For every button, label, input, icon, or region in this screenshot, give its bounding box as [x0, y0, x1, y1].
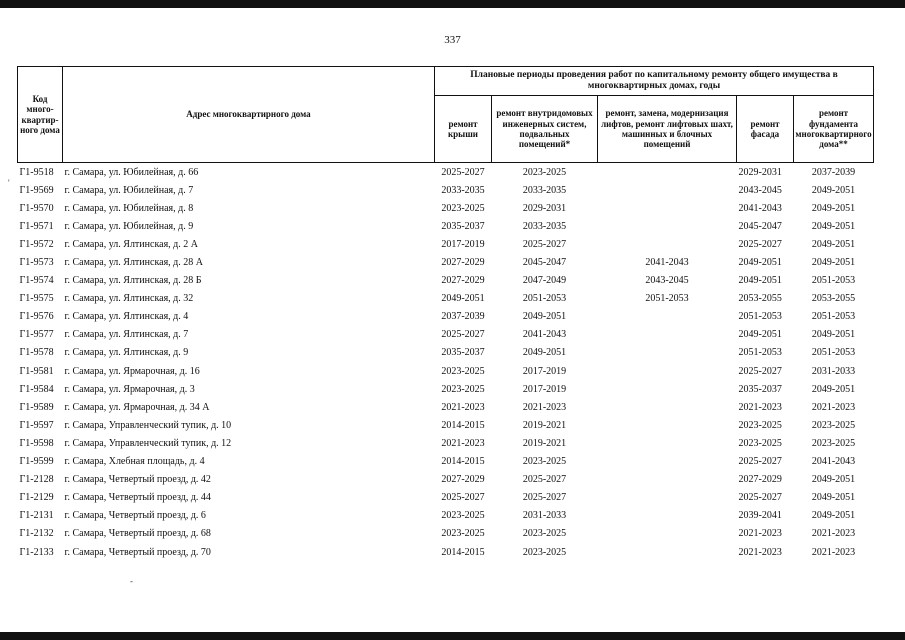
cell-systems: 2021-2023	[522, 401, 567, 413]
table-row	[18, 163, 874, 182]
table-row	[18, 416, 874, 434]
cell-foundation: 2023-2025	[811, 437, 856, 449]
cell-foundation: 2023-2025	[811, 419, 856, 431]
table-row	[18, 344, 874, 362]
cell-systems: 2031-2033	[522, 510, 567, 522]
cell-facade: 2025-2027	[738, 492, 782, 504]
column-header-facade: ремонт фасада	[737, 96, 794, 163]
column-header-roof: ремонт крыши	[435, 96, 492, 163]
cell-code: Г1-9518	[19, 166, 54, 178]
column-header-lifts: ремонт, замена, модернизация лифтов, ремонт лифтовых шахт, машинных и блочных помещений	[598, 96, 737, 163]
cell-lifts	[598, 217, 737, 235]
cell-facade: 2035-2037	[738, 383, 782, 395]
cell-address: г. Самара, Четвертый проезд, д. 42	[64, 474, 211, 486]
capital-repair-schedule-table	[17, 66, 874, 561]
cell-lifts	[598, 543, 737, 561]
cell-systems: 2051-2053	[522, 293, 567, 305]
cell-facade: 2021-2023	[738, 546, 782, 558]
cell-lifts	[598, 362, 737, 380]
cell-roof: 2023-2025	[441, 528, 485, 540]
column-header-systems: ремонт внутридомовых инженерных систем, подвальных помещений*	[492, 96, 598, 163]
cell-roof: 2035-2037	[441, 347, 485, 359]
cell-foundation: 2049-2051	[811, 474, 856, 486]
cell-facade: 2021-2023	[738, 528, 782, 540]
table-row	[18, 543, 874, 561]
table-row	[18, 489, 874, 507]
cell-roof: 2027-2029	[441, 275, 485, 287]
cell-address: г. Самара, ул. Ялтинская, д. 4	[64, 311, 189, 323]
cell-address: г. Самара, Управленческий тупик, д. 12	[64, 437, 232, 449]
table-row	[18, 525, 874, 543]
cell-systems: 2017-2019	[522, 383, 567, 395]
cell-code: Г1-2133	[19, 546, 54, 558]
cell-code: Г1-9570	[19, 202, 54, 214]
cell-code: Г1-9575	[19, 293, 54, 305]
cell-lifts	[598, 525, 737, 543]
cell-foundation: 2031-2033	[811, 365, 856, 377]
cell-address: г. Самара, Четвертый проезд, д. 6	[64, 510, 206, 522]
cell-code: Г1-9571	[19, 220, 54, 232]
table-row	[18, 253, 874, 271]
cell-systems: 2049-2051	[522, 347, 567, 359]
cell-systems: 2033-2035	[522, 184, 567, 196]
cell-lifts: 2041-2043	[645, 257, 689, 269]
cell-facade: 2029-2031	[738, 166, 782, 178]
cell-address: г. Самара, ул. Ялтинская, д. 2 А	[64, 238, 198, 250]
cell-lifts	[598, 489, 737, 507]
cell-foundation: 2049-2051	[811, 329, 856, 341]
cell-roof: 2014-2015	[441, 419, 485, 431]
table-row	[18, 434, 874, 452]
cell-code: Г1-9589	[19, 401, 54, 413]
cell-address: г. Самара, ул. Ялтинская, д. 28 А	[64, 257, 203, 269]
cell-systems: 2033-2035	[522, 220, 567, 232]
cell-address: г. Самара, ул. Юбилейная, д. 66	[64, 166, 199, 178]
cell-facade: 2025-2027	[738, 238, 782, 250]
cell-lifts: 2043-2045	[645, 275, 689, 287]
cell-code: Г1-2129	[19, 492, 54, 504]
cell-facade: 2025-2027	[738, 456, 782, 468]
cell-address: г. Самара, ул. Ялтинская, д. 28 Б	[64, 275, 202, 287]
column-header-address: Адрес многоквартирного дома	[63, 67, 435, 163]
cell-facade: 2023-2025	[738, 437, 782, 449]
table-row	[18, 362, 874, 380]
cell-code: Г1-9578	[19, 347, 54, 359]
cell-systems: 2049-2051	[522, 311, 567, 323]
cell-address: г. Самара, ул. Ялтинская, д. 9	[64, 347, 189, 359]
bottom-border	[0, 632, 905, 640]
cell-facade: 2051-2053	[738, 311, 782, 323]
cell-address: г. Самара, ул. Юбилейная, д. 9	[64, 220, 194, 232]
cell-address: г. Самара, ул. Ялтинская, д. 32	[64, 293, 194, 305]
cell-address: г. Самара, Четвертый проезд, д. 44	[64, 492, 211, 504]
cell-systems: 2041-2043	[522, 329, 567, 341]
cell-code: Г1-2128	[19, 474, 54, 486]
cell-address: г. Самара, ул. Ярмарочная, д. 16	[64, 365, 200, 377]
cell-facade: 2027-2029	[738, 474, 782, 486]
scan-artifact: -	[130, 576, 133, 586]
cell-facade: 2049-2051	[738, 275, 782, 287]
table-row	[18, 235, 874, 253]
cell-facade: 2049-2051	[738, 329, 782, 341]
cell-systems: 2023-2025	[522, 528, 567, 540]
cell-facade: 2051-2053	[738, 347, 782, 359]
cell-code: Г1-2132	[19, 528, 54, 540]
table-row	[18, 326, 874, 344]
cell-lifts	[598, 471, 737, 489]
cell-lifts	[598, 344, 737, 362]
cell-roof: 2025-2027	[441, 166, 485, 178]
cell-code: Г1-9577	[19, 329, 54, 341]
cell-address: г. Самара, Хлебная площадь, д. 4	[64, 456, 205, 468]
cell-systems: 2023-2025	[522, 166, 567, 178]
cell-facade: 2041-2043	[738, 202, 782, 214]
cell-address: г. Самара, Управленческий тупик, д. 10	[64, 419, 232, 431]
cell-roof: 2023-2025	[441, 510, 485, 522]
cell-foundation: 2053-2055	[811, 293, 856, 305]
cell-address: г. Самара, ул. Ярмарочная, д. 34 А	[64, 401, 210, 413]
table-row	[18, 199, 874, 217]
page-number: 337	[444, 34, 461, 46]
cell-systems: 2019-2021	[522, 419, 567, 431]
cell-roof: 2021-2023	[441, 437, 485, 449]
cell-systems: 2045-2047	[522, 257, 567, 269]
cell-lifts	[598, 380, 737, 398]
cell-roof: 2023-2025	[441, 365, 485, 377]
cell-lifts	[598, 507, 737, 525]
cell-systems: 2025-2027	[522, 492, 567, 504]
cell-lifts: 2051-2053	[645, 293, 689, 305]
cell-facade: 2053-2055	[738, 293, 782, 305]
table-row	[18, 453, 874, 471]
cell-lifts	[598, 326, 737, 344]
cell-foundation: 2021-2023	[811, 528, 856, 540]
cell-foundation: 2049-2051	[811, 202, 856, 214]
cell-roof: 2021-2023	[441, 401, 485, 413]
table-row	[18, 290, 874, 308]
cell-code: Г1-9581	[19, 365, 54, 377]
table-row	[18, 398, 874, 416]
cell-address: г. Самара, ул. Ярмарочная, д. 3	[64, 383, 195, 395]
cell-foundation: 2051-2053	[811, 347, 856, 359]
scan-artifact: '	[8, 178, 10, 188]
cell-lifts	[598, 453, 737, 471]
column-header-code: Код много-квартир-ного дома	[18, 67, 63, 163]
cell-foundation: 2021-2023	[811, 401, 856, 413]
cell-foundation: 2049-2051	[811, 492, 856, 504]
table-row	[18, 380, 874, 398]
cell-code: Г1-9598	[19, 437, 54, 449]
cell-facade: 2049-2051	[738, 257, 782, 269]
cell-facade: 2045-2047	[738, 220, 782, 232]
cell-address: г. Самара, ул. Юбилейная, д. 7	[64, 184, 194, 196]
cell-systems: 2047-2049	[522, 275, 567, 287]
cell-lifts	[598, 163, 737, 182]
table-row	[18, 471, 874, 489]
cell-roof: 2049-2051	[441, 293, 485, 305]
cell-code: Г1-9573	[19, 257, 54, 269]
cell-foundation: 2041-2043	[811, 456, 856, 468]
cell-lifts	[598, 398, 737, 416]
cell-roof: 2037-2039	[441, 311, 485, 323]
cell-roof: 2033-2035	[441, 184, 485, 196]
cell-code: Г1-9572	[19, 238, 54, 250]
cell-foundation: 2051-2053	[811, 275, 856, 287]
column-group-header: Плановые периоды проведения работ по капитальному ремонту общего имущества в многоквартирных домах, годы	[435, 67, 874, 96]
cell-foundation: 2049-2051	[811, 383, 856, 395]
cell-systems: 2025-2027	[522, 474, 567, 486]
cell-systems: 2025-2027	[522, 238, 567, 250]
cell-systems: 2029-2031	[522, 202, 567, 214]
cell-code: Г1-9574	[19, 275, 54, 287]
cell-roof: 2023-2025	[441, 383, 485, 395]
table-row	[18, 181, 874, 199]
cell-lifts	[598, 416, 737, 434]
table-row	[18, 308, 874, 326]
cell-lifts	[598, 434, 737, 452]
cell-foundation: 2051-2053	[811, 311, 856, 323]
cell-systems: 2023-2025	[522, 456, 567, 468]
cell-foundation: 2049-2051	[811, 510, 856, 522]
cell-code: Г1-2131	[19, 510, 54, 522]
cell-foundation: 2021-2023	[811, 546, 856, 558]
cell-code: Г1-9584	[19, 383, 54, 395]
cell-roof: 2027-2029	[441, 257, 485, 269]
cell-facade: 2025-2027	[738, 365, 782, 377]
cell-foundation: 2049-2051	[811, 257, 856, 269]
cell-roof: 2027-2029	[441, 474, 485, 486]
cell-systems: 2023-2025	[522, 546, 567, 558]
cell-code: Г1-9597	[19, 419, 54, 431]
table-body	[18, 163, 874, 562]
cell-foundation: 2049-2051	[811, 220, 856, 232]
cell-lifts	[598, 199, 737, 217]
cell-foundation: 2037-2039	[811, 166, 856, 178]
cell-lifts	[598, 181, 737, 199]
cell-systems: 2017-2019	[522, 365, 567, 377]
table-row	[18, 507, 874, 525]
cell-address: г. Самара, Четвертый проезд, д. 70	[64, 546, 211, 558]
cell-address: г. Самара, ул. Юбилейная, д. 8	[64, 202, 194, 214]
top-border	[0, 0, 905, 8]
cell-address: г. Самара, ул. Ялтинская, д. 7	[64, 329, 189, 341]
cell-code: Г1-9569	[19, 184, 54, 196]
cell-code: Г1-9576	[19, 311, 54, 323]
column-header-foundation: ремонт фундамента многоквартирного дома**	[794, 96, 874, 163]
cell-facade: 2043-2045	[738, 184, 782, 196]
cell-facade: 2039-2041	[738, 510, 782, 522]
table-row	[18, 272, 874, 290]
cell-roof: 2025-2027	[441, 329, 485, 341]
cell-roof: 2035-2037	[441, 220, 485, 232]
cell-facade: 2021-2023	[738, 401, 782, 413]
cell-systems: 2019-2021	[522, 437, 567, 449]
cell-lifts	[598, 235, 737, 253]
cell-roof: 2017-2019	[441, 238, 485, 250]
cell-roof: 2014-2015	[441, 546, 485, 558]
cell-roof: 2025-2027	[441, 492, 485, 504]
table-row	[18, 217, 874, 235]
cell-code: Г1-9599	[19, 456, 54, 468]
cell-roof: 2014-2015	[441, 456, 485, 468]
cell-foundation: 2049-2051	[811, 184, 856, 196]
cell-facade: 2023-2025	[738, 419, 782, 431]
cell-foundation: 2049-2051	[811, 238, 856, 250]
cell-roof: 2023-2025	[441, 202, 485, 214]
cell-address: г. Самара, Четвертый проезд, д. 68	[64, 528, 211, 540]
cell-lifts	[598, 308, 737, 326]
